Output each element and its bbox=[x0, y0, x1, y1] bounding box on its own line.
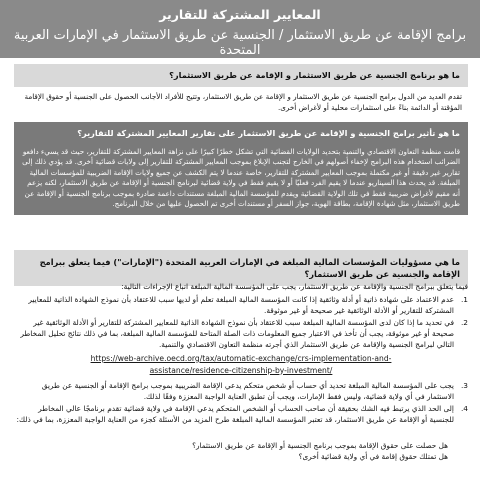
oecd-link[interactable]: https://web-archive.oecd.org/tax/automatic-exchange/crs-implementation-and- bbox=[90, 353, 392, 363]
item-number: 2. bbox=[460, 318, 468, 328]
item-number: 3. bbox=[460, 380, 468, 390]
item-number: 1. bbox=[460, 294, 468, 304]
list-item bbox=[14, 318, 468, 350]
question-heading: ما هو تأثير برامج الجنسية و الإقامة عن طريق الاستثمار على تقارير المعايير المشتركة للتقارير؟ bbox=[14, 122, 468, 145]
section-what-is bbox=[14, 64, 468, 117]
list-item bbox=[14, 404, 468, 426]
intro-text: فيما يتعلق ببرامج الجنسية والإقامة عن طريق الاستثمار، يجب على المؤسسة المالية المبلغة اتباع الإجراءات التالية: bbox=[121, 282, 468, 291]
list-item bbox=[14, 295, 468, 317]
list-item bbox=[14, 381, 468, 403]
sub-question: هل تمتلك حقوق إقامة في أي ولاية قضائية أخرى؟ bbox=[298, 452, 448, 461]
question-heading: ما هي مسؤوليات المؤسسات المالية المبلغة في الإمارات العربية المتحدة ("الإمارات") فيما يتعلق ببرامج الإقامة والجنسية عن طريق الاستثمار؟ bbox=[14, 250, 468, 286]
oecd-link-continued[interactable]: assistance/residence-citizenship-by-investment/ bbox=[149, 365, 333, 375]
item-number: 4. bbox=[460, 404, 468, 414]
item-text: إلى الحد الذي يرتبط فيه الشك بحقيقة أن صاحب الحساب أو الشخص المتحكم يدعي الإقامة في ولاية قضائية تقدم برنامجًا عالي المخاطر للجنسية أو الإقامة عن طريق الاستثمار، قد تعتبر المؤسسة المالية المبلغة طرح المزيد من الأسئلة كجزء من العناية الواجبة المعززة، بما في ذلك: bbox=[16, 404, 454, 425]
page-title: المعايير المشتركة للتقارير bbox=[159, 7, 321, 22]
sub-question: هل حصلت على حقوق الإقامة بموجب برنامج الجنسية أو الإقامة عن طريق الاستثمار؟ bbox=[192, 441, 448, 450]
question-heading: ما هو برنامج الجنسية عن طريق الاستثمار و الإقامة عن طريق الاستثمار؟ bbox=[14, 64, 468, 87]
header-banner bbox=[0, 0, 480, 58]
section-impact bbox=[14, 122, 468, 215]
answer-text: قامت منظمة التعاون الاقتصادي والتنمية بتحديد الولايات القضائية التي تشكل خطرًا كبيرًا على نزاهة المعايير المشتركة للتقارير، حيث قد يسيء دافعو الضرائب استخدام هذه البرامج لإخفاء أصولهم في الخارج لتجنب الإبلاغ بموجب المعايير المشتركة للتقارير إلى ولايات قضائية أخرى. قد يؤدي ذلك إلى تقارير غير دقيقة أو غير مكتملة بموجب المعايير المشتركة للتقارير، خاصة عندما لا يتم الكشف عن جميع ولايات الإقامة الضريبية للمؤسسات المالية المبلغة. قد يحدث هذا السيناريو عندما لا يقيم الفرد فعليًا أو لا يقيم فقط في ولاية قضائية لبرنامج الجنسية أو الإقامة عن طريق الاستثمار، لكنه يزعم أنه مقيم لأغراض ضريبية فقط في تلك الولاية القضائية ويقدم للمؤسسة المالية المبلغة مستندات داعمة صادرة بموجب برنامج الجنسية أو الإقامة عن طريق الاستثمار، مثل شهادة الإقامة، بطاقة الهوية، جواز السفر أو مستندات أخرى تم الحصول عليها من خلال البرنامج. bbox=[22, 147, 460, 209]
page-subtitle: برامج الإقامة عن طريق الاستثمار / الجنسية عن طريق الاستثمار في الإمارات العربية المتحدة bbox=[13, 28, 467, 58]
item-text: يجب على المؤسسة المالية المبلغة تحديد أي حساب أو شخص متحكم يدعي الإقامة الضريبية بموجب برامج الإقامة أو الجنسية عن طريق الاستثمار في أي ولاية قضائية، وليس فقط الإمارات، ويجب أن تطبق العناية الواجبة المعززة وفقًا لذلك. bbox=[41, 380, 454, 401]
sub-question-list bbox=[14, 440, 468, 462]
item-text: في تحديد ما إذا كان لدى المؤسسة المالية المبلغة سبب للاعتقاد بأن نموذج الشهادة الذاتية للمعايير المشتركة للتقارير أو الأدلة الوثائقية غير صحيحة أو غير موثوقة، يجب أن تأخذ في الاعتبار جميع المعلومات ذات الصلة المتاحة للمؤسسة المالية المبلغة، بما في ذلك نتائج تحليل المخاطر التالي لبرامج الجنسية والإقامة عن طريق الاستثمار الذي أجرته منظمة التعاون الاقتصادي والتنمية. bbox=[20, 318, 454, 349]
answer-text: تقدم العديد من الدول برامج الجنسية عن طريق الاستثمار و الإقامة عن طريق الاستثمار، وتتيح للأفراد الأجانب الحصول على الجنسية أو حقوق الإقامة المؤقتة أو الدائمة بناءً على استثمارات محلية أو لأغراض أخرى. bbox=[24, 92, 462, 112]
responsibilities-list bbox=[14, 282, 468, 428]
item-text: عدم الاعتماد على شهادة ذاتية أو أدلة وثائقية إذا كانت المؤسسة المالية المبلغة تعلم أو لديها سبب للاعتقاد بأن نموذج الشهادة الذاتية للمعايير المشتركة للتقارير أو الأدلة الوثائقية غير صحيحة أو غير موثوقة. bbox=[28, 294, 454, 315]
